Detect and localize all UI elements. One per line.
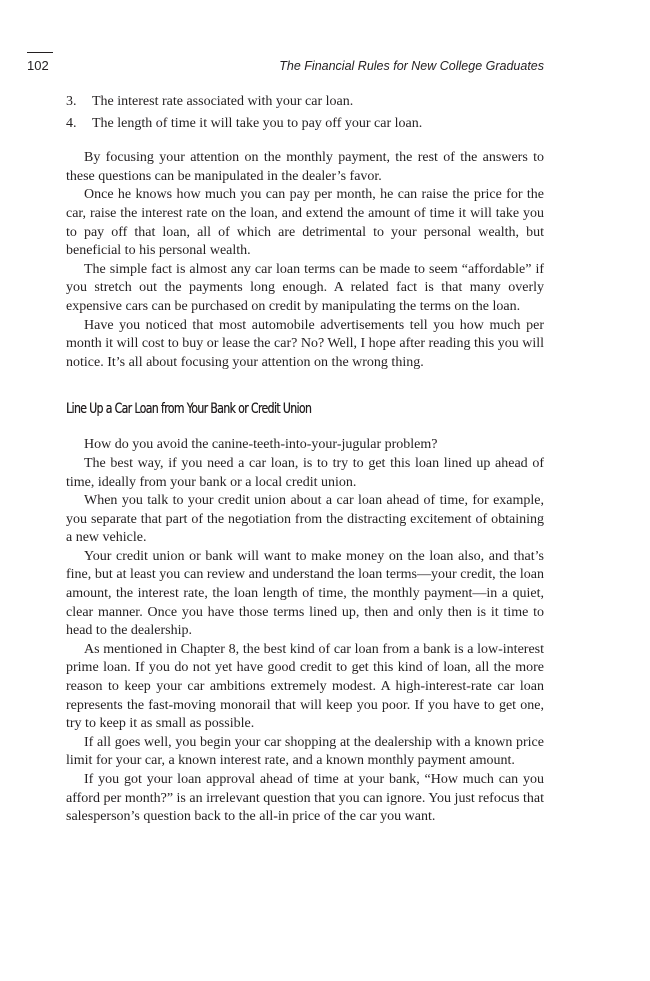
list-item-number: 4. xyxy=(66,115,77,131)
paragraph: The best way, if you need a car loan, is to try to get this loan lined up ahead of time, ideally from your bank or a local credit union. xyxy=(66,455,544,490)
paragraph: As mentioned in Chapter 8, the best kind of car loan from a bank is a low-interest prime loan. If you do not yet have good credit to get this kind of loan, all the more reason to keep your car ambitions extremely modest. A high-interest-rate car loan represents the fast-moving monorail that will keep you poor. If you have to get one, try to keep it as small as possible. xyxy=(66,641,544,732)
numbered-list xyxy=(66,93,544,133)
page-number: 102 xyxy=(27,58,49,73)
paragraph: When you talk to your credit union about a car loan ahead of time, for example, you separate that part of the negotiation from the distracting excitement of obtaining a new vehicle. xyxy=(66,493,544,546)
running-head: The Financial Rules for New College Graduates xyxy=(279,59,544,73)
header-rule xyxy=(27,52,53,53)
paragraph: The simple fact is almost any car loan terms can be made to seem “affordable” if you stretch out the payments long enough. A related fact is that many overly expensive cars can be purchased on credit by manipulating the terms on the loan. xyxy=(66,261,544,314)
paragraph: If all goes well, you begin your car shopping at the dealership with a known price limit for your car, a known interest rate, and a known monthly payment amount. xyxy=(66,734,544,769)
paragraph: By focusing your attention on the monthly payment, the rest of the answers to these questions can be manipulated in the dealer’s favor. xyxy=(66,150,544,184)
paragraph: How do you avoid the canine-teeth-into-your-jugular problem? xyxy=(84,437,438,453)
list-item-number: 3. xyxy=(66,94,77,109)
paragraph: Once he knows how much you can pay per month, he can raise the price for the car, raise the interest rate on the loan, and extend the amount of time it will take you to pay off that loan, all of which are detrimental to your personal wealth, but beneficial to his personal wealth. xyxy=(66,187,544,259)
section-heading: Line Up a Car Loan from Your Bank or Credit Union xyxy=(66,401,312,418)
list-item xyxy=(66,115,544,134)
list-item-text: The length of time it will take you to pay off your car loan. xyxy=(92,115,423,131)
list-item xyxy=(66,93,544,112)
list-item-text: The interest rate associated with your car loan. xyxy=(92,94,354,109)
paragraph: Your credit union or bank will want to make money on the loan also, and that’s fine, but at least you can review and understand the loan terms—your credit, the loan amount, the interest rate, the loan length of time, the monthly payment—in a quiet, clear manner. Once you have those terms lined up, then and only then is it time to head to the dealership. xyxy=(66,548,544,639)
body-text xyxy=(66,93,544,827)
paragraph: Have you noticed that most automobile advertisements tell you how much per month it will cost to buy or lease the car? No? Well, I hope after reading this you will notice. It’s all about focusing your attention on the wrong thing. xyxy=(66,317,544,370)
paragraph: If you got your loan approval ahead of time at your bank, “How much can you afford per month?” is an irrelevant question that you can ignore. You just refocus that salesperson’s question back to the all-in price of the car you want. xyxy=(66,772,544,825)
